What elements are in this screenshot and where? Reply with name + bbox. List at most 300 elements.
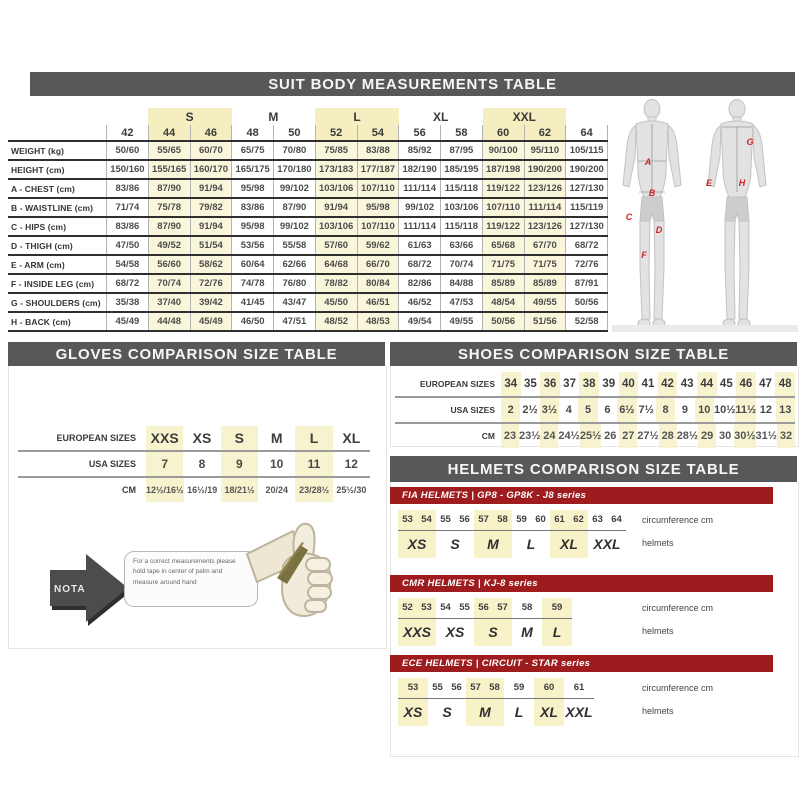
measurement-cell: 85/89 (524, 275, 566, 292)
measurement-cell: 35/38 (106, 294, 148, 311)
fia-helmets-table (398, 510, 797, 558)
gloves-row (18, 426, 370, 452)
measurement-row (8, 197, 608, 216)
measurement-cell: 95/98 (231, 218, 273, 235)
comparison-row-label: CM (481, 431, 495, 441)
measurement-cell: 83/86 (231, 199, 273, 216)
measurement-cell: 65/75 (231, 142, 273, 159)
measurement-row (8, 140, 608, 159)
size-value-cell: 32 (777, 424, 795, 448)
circumference-values (474, 510, 512, 531)
size-value-cell: 45 (719, 378, 733, 390)
helmet-size-label: XXL (565, 704, 593, 720)
helmet-size-groups (398, 598, 797, 646)
measurement-cell: 87/95 (440, 142, 482, 159)
circumference-values (534, 678, 564, 699)
measurement-cell: 59/62 (357, 237, 399, 254)
measurement-cell: 49/54 (398, 313, 440, 330)
size-value-cell: S (221, 426, 258, 450)
circumference-value: 57 (470, 682, 481, 693)
measurement-cell: 50/60 (106, 142, 148, 159)
circumference-values (474, 598, 512, 619)
gloves-table-title: GLOVES COMPARISON SIZE TABLE (8, 342, 385, 366)
measurement-cell: 160/170 (190, 161, 232, 178)
size-group-label: M (268, 109, 279, 124)
circumference-value: 56 (478, 602, 489, 613)
measurement-row (8, 216, 608, 235)
helmet-size-label: S (442, 704, 452, 720)
suit-corner-cell (8, 125, 106, 140)
ece-helmets-table (398, 678, 797, 726)
measurement-cell: 61/63 (398, 237, 440, 254)
measurement-cell: 71/74 (106, 199, 148, 216)
measurement-cell: 46/52 (398, 294, 440, 311)
size-value-cell: 12½/16½ (146, 478, 184, 502)
size-value-cell: 37 (563, 378, 576, 390)
size-header: 52 (315, 125, 357, 140)
measurement-cell: 85/89 (482, 275, 524, 292)
size-value-cell: 24½ (558, 430, 580, 442)
helmet-size-label: S (450, 536, 460, 552)
size-value-cell: 9 (221, 452, 258, 476)
helmet-size-label: XXL (593, 536, 621, 552)
circumference-value: 59 (513, 682, 525, 693)
helmets-column-label: helmets (642, 538, 674, 548)
measurement-cell: 105/115 (565, 142, 608, 159)
size-value-cell: 8 (656, 398, 675, 422)
measurement-cell: 107/110 (357, 180, 399, 197)
measurement-cell: 185/195 (440, 161, 482, 178)
measurement-cell: 57/60 (315, 237, 357, 254)
measurement-cell: 56/60 (148, 256, 190, 273)
size-group-label: L (315, 108, 399, 125)
measurement-cell: 190/200 (524, 161, 566, 178)
circumference-column-label: circumference cm (642, 683, 714, 693)
measurement-cell: 46/50 (231, 313, 273, 330)
shoes-row (395, 424, 795, 448)
size-group-label (566, 108, 608, 125)
measurement-cell: 68/72 (106, 275, 148, 292)
size-header: 54 (357, 125, 399, 140)
circumference-value: 59 (551, 602, 563, 613)
circumference-value: 55 (440, 514, 451, 525)
measurement-cell: 50/56 (482, 313, 524, 330)
circumference-values (512, 510, 550, 531)
circumference-values (428, 678, 466, 699)
circumference-values (542, 598, 572, 619)
measurement-cell: 72/76 (190, 275, 232, 292)
measurement-row-label: D - THIGH (cm) (11, 240, 73, 251)
size-group-label: XXL (483, 108, 567, 125)
comparison-row-label: USA SIZES (450, 405, 495, 415)
size-value-cell: 5 (578, 398, 597, 422)
measurement-cell: 85/92 (398, 142, 440, 159)
measurement-cell: 87/91 (565, 275, 608, 292)
measurement-cell: 80/84 (357, 275, 399, 292)
helmets-column-label: helmets (642, 706, 674, 716)
circumference-value: 57 (497, 602, 508, 613)
measurement-cell: 103/106 (315, 218, 357, 235)
measurement-cell: 72/76 (565, 256, 608, 273)
measurement-cell: 39/42 (190, 294, 232, 311)
circumference-value: 55 (432, 682, 443, 693)
measurement-cell: 91/94 (190, 180, 232, 197)
helmet-size-label: XXS (402, 624, 431, 640)
size-value-cell: 38 (579, 372, 599, 396)
measurement-cell: 150/160 (106, 161, 148, 178)
measurement-cell: 75/85 (315, 142, 357, 159)
size-value-cell: 25½/30 (336, 485, 367, 495)
size-value-cell: 3½ (540, 398, 559, 422)
circumference-column-label: circumference cm (642, 603, 714, 613)
helmet-size-label: XS (445, 624, 465, 640)
measurement-cell: 70/74 (440, 256, 482, 273)
comparison-row-label: USA SIZES (88, 459, 136, 469)
measurement-row-label: H - BACK (cm) (11, 316, 71, 327)
measurement-note: For a correct measurements please hold tape in center of palm and measure around hand (124, 551, 258, 607)
size-value-cell: 46 (736, 372, 756, 396)
measurement-cell: 49/52 (148, 237, 190, 254)
size-value-cell: 20/24 (265, 485, 289, 495)
measurement-row-label: HEIGHT (cm) (11, 164, 65, 175)
size-value-cell: 29 (698, 424, 716, 448)
size-header: 58 (440, 125, 482, 140)
fia-helmets-header: FIA HELMETS | GP8 - GP8K - J8 series (390, 487, 773, 504)
measurement-cell: 64/68 (315, 256, 357, 273)
size-value-cell: L (295, 426, 332, 450)
measurement-row (8, 159, 608, 178)
figure-label-hips: C (625, 212, 633, 222)
size-value-cell: M (270, 430, 283, 446)
measurement-cell: 107/110 (482, 199, 524, 216)
shoes-comparison-table (395, 372, 795, 448)
size-value-cell: 25½ (580, 424, 601, 448)
circumference-value: 58 (497, 514, 508, 525)
circumference-values (588, 510, 626, 531)
size-header: 44 (148, 125, 190, 140)
size-value-cell: 30 (718, 430, 732, 442)
measurement-cell: 48/54 (482, 294, 524, 311)
size-value-cell: XXS (146, 426, 183, 450)
suit-table-title: SUIT BODY MEASUREMENTS TABLE (30, 72, 795, 96)
measurement-cell: 43/47 (273, 294, 315, 311)
measurement-row-label: C - HIPS (cm) (11, 221, 67, 232)
size-value-cell: 2½ (522, 404, 538, 416)
figure-label-arm: E (705, 178, 713, 188)
helmet-size-group (534, 678, 564, 726)
shoes-row (395, 398, 795, 424)
measurement-cell: 47/50 (106, 237, 148, 254)
size-value-cell: 6½ (617, 398, 636, 422)
measurement-cell: 66/70 (357, 256, 399, 273)
size-value-cell: 7½ (638, 404, 654, 416)
circumference-value: 56 (459, 514, 470, 525)
helmet-size-group (542, 598, 572, 646)
gloves-row (18, 452, 370, 478)
measurement-cell: 50/56 (565, 294, 608, 311)
figure-label-waist: B (648, 188, 656, 198)
helmet-size-group (398, 598, 436, 646)
size-header: 64 (565, 125, 608, 140)
size-header: 62 (524, 125, 566, 140)
measurement-cell: 62/66 (273, 256, 315, 273)
size-value-cell: 35 (523, 378, 537, 390)
measurement-cell: 68/72 (565, 237, 608, 254)
measurement-cell: 127/130 (565, 180, 608, 197)
circumference-value: 55 (459, 602, 470, 613)
size-value-cell: 28½ (676, 430, 699, 442)
helmet-size-label: S (488, 624, 498, 640)
circumference-value: 56 (451, 682, 462, 693)
helmet-size-group (474, 598, 512, 646)
measurement-cell: 83/88 (357, 142, 399, 159)
measurement-row-label: WEIGHT (kg) (11, 145, 65, 156)
measurement-cell: 51/54 (190, 237, 232, 254)
measurement-cell: 55/65 (148, 142, 190, 159)
measurement-cell: 70/74 (148, 275, 190, 292)
size-value-cell: 40 (619, 372, 639, 396)
size-value-cell: 44 (697, 372, 717, 396)
measurement-cell: 83/86 (106, 218, 148, 235)
size-value-cell: 4 (565, 404, 572, 416)
measurement-cell: 58/62 (190, 256, 232, 273)
size-group-label: S (148, 108, 232, 125)
figure-label-inside-leg: F (641, 250, 647, 260)
helmet-size-label: XL (540, 704, 558, 720)
measurement-cell: 99/102 (273, 218, 315, 235)
shoes-table-title: SHOES COMPARISON SIZE TABLE (390, 342, 797, 366)
shoes-row (395, 372, 795, 398)
measurement-cell: 48/52 (315, 313, 357, 330)
size-value-cell: 27 (619, 424, 637, 448)
helmet-size-label: L (514, 704, 524, 720)
size-group-label: XL (433, 109, 449, 124)
measurement-cell: 60/70 (190, 142, 232, 159)
helmet-column-labels (642, 510, 713, 557)
helmet-size-group (512, 598, 542, 646)
circumference-value: 64 (611, 514, 622, 525)
body-measurement-figures (612, 97, 798, 333)
helmet-size-label: L (552, 624, 562, 640)
measurement-cell: 90/100 (482, 142, 524, 159)
size-header: 46 (190, 125, 232, 140)
size-value-cell: XS (192, 430, 212, 446)
thumbs-up-glove-icon (243, 514, 339, 630)
measurement-cell: 115/118 (440, 218, 482, 235)
circumference-value: 63 (592, 514, 603, 525)
circumference-value: 53 (402, 514, 413, 525)
circumference-values (466, 678, 504, 699)
size-value-cell: 10 (695, 398, 714, 422)
circumference-value: 53 (407, 682, 419, 693)
size-value-cell: 23 (501, 424, 519, 448)
size-value-cell: 13 (776, 398, 795, 422)
size-value-cell: 47 (759, 378, 772, 390)
helmets-table-title: HELMETS COMPARISON SIZE TABLE (390, 456, 797, 482)
measurement-cell: 127/130 (565, 218, 608, 235)
measurement-cell: 170/180 (273, 161, 315, 178)
measurement-row-label: B - WAISTLINE (cm) (11, 202, 94, 213)
figure-label-back: H (738, 178, 746, 188)
measurement-cell: 41/45 (231, 294, 273, 311)
cmr-helmets-table (398, 598, 797, 646)
measurement-cell: 48/53 (357, 313, 399, 330)
circumference-value: 53 (421, 602, 432, 613)
measurement-cell: 103/106 (315, 180, 357, 197)
circumference-value: 61 (554, 514, 565, 525)
measurement-cell: 99/102 (398, 199, 440, 216)
measurement-cell: 84/88 (440, 275, 482, 292)
size-value-cell: 23/28½ (295, 478, 332, 502)
measurement-cell: 119/122 (482, 218, 524, 235)
measurement-cell: 123/126 (524, 218, 566, 235)
size-value-cell: 6 (604, 404, 611, 416)
measurement-cell: 103/106 (440, 199, 482, 216)
size-value-cell: 41 (641, 378, 655, 390)
measurement-cell: 177/187 (357, 161, 399, 178)
helmet-size-group (398, 678, 428, 726)
measurement-cell: 45/50 (315, 294, 357, 311)
circumference-value: 54 (440, 602, 451, 613)
helmet-size-group (466, 678, 504, 726)
circumference-value: 62 (573, 514, 584, 525)
helmet-size-group (504, 678, 534, 726)
measurement-cell: 63/66 (440, 237, 482, 254)
gloves-comparison-table (18, 426, 370, 502)
measurement-cell: 52/58 (565, 313, 608, 330)
size-header: 60 (482, 125, 524, 140)
circumference-value: 61 (573, 682, 585, 693)
circumference-values (398, 678, 428, 699)
size-value-cell: 9 (681, 404, 688, 416)
comparison-row-label: EUROPEAN SIZES (419, 379, 495, 389)
measurement-cell: 54/58 (106, 256, 148, 273)
size-value-cell: 48 (775, 372, 795, 396)
size-value-cell: 36 (540, 372, 560, 396)
size-header: 42 (106, 125, 148, 140)
measurement-cell: 111/114 (398, 218, 440, 235)
measurement-cell: 79/82 (190, 199, 232, 216)
measurement-cell: 83/86 (106, 180, 148, 197)
helmet-size-label: L (526, 536, 536, 552)
helmet-size-label: M (487, 536, 499, 552)
measurement-cell: 107/110 (357, 218, 399, 235)
measurement-cell: 95/98 (357, 199, 399, 216)
measurement-row-label: E - ARM (cm) (11, 259, 65, 270)
measurement-cell: 187/198 (482, 161, 524, 178)
size-value-cell: 12 (759, 404, 772, 416)
circumference-values (550, 510, 588, 531)
suit-corner-cell (8, 108, 106, 125)
cmr-helmets-header: CMR HELMETS | KJ-8 series (390, 575, 773, 592)
circumference-value: 54 (421, 514, 432, 525)
measurement-cell: 111/114 (524, 199, 566, 216)
measurement-cell: 70/80 (273, 142, 315, 159)
comparison-row-label: EUROPEAN SIZES (56, 433, 136, 443)
measurement-cell: 47/53 (440, 294, 482, 311)
helmet-size-groups (398, 678, 797, 726)
measurement-cell: 71/75 (482, 256, 524, 273)
size-value-cell: 43 (680, 378, 694, 390)
circumference-values (436, 510, 474, 531)
measurement-cell: 82/86 (398, 275, 440, 292)
helmet-column-labels (642, 598, 713, 645)
measurement-cell: 99/102 (273, 180, 315, 197)
measurement-row (8, 254, 608, 273)
circumference-values (398, 510, 436, 531)
helmet-size-group (564, 678, 594, 726)
measurement-cell: 91/94 (315, 199, 357, 216)
size-header: 56 (398, 125, 440, 140)
measurement-cell: 91/94 (190, 218, 232, 235)
measurement-cell: 45/49 (190, 313, 232, 330)
size-value-cell: XL (342, 430, 361, 446)
helmet-size-group (550, 510, 588, 558)
measurement-cell: 75/78 (148, 199, 190, 216)
measurement-row (8, 273, 608, 292)
helmet-size-group (588, 510, 626, 558)
measurement-cell: 95/98 (231, 180, 273, 197)
measurement-cell: 51/56 (524, 313, 566, 330)
suit-measurements-table (8, 108, 608, 332)
measurement-cell: 67/70 (524, 237, 566, 254)
measurement-cell: 49/55 (524, 294, 566, 311)
measurement-cell: 47/51 (273, 313, 315, 330)
size-value-cell: 23½ (519, 430, 541, 442)
measurement-cell: 111/114 (398, 180, 440, 197)
circumference-value: 60 (535, 514, 546, 525)
size-value-cell: 24 (540, 424, 558, 448)
helmet-size-group (398, 510, 436, 558)
measurement-cell: 53/56 (231, 237, 273, 254)
size-value-cell: 12 (344, 457, 358, 471)
size-value-cell: 16½/19 (187, 485, 218, 495)
measurement-cell: 87/90 (148, 218, 190, 235)
measurement-cell: 115/118 (440, 180, 482, 197)
measurement-cell: 119/122 (482, 180, 524, 197)
measurement-cell: 44/48 (148, 313, 190, 330)
size-value-cell: 34 (501, 372, 521, 396)
figure-label-chest: A (644, 157, 652, 167)
helmets-column-label: helmets (642, 626, 674, 636)
circumference-value: 52 (402, 602, 413, 613)
helmet-size-group (436, 510, 474, 558)
size-header: 50 (273, 125, 315, 140)
helmet-size-group (436, 598, 474, 646)
helmet-size-label: XS (403, 704, 423, 720)
measurement-cell: 55/58 (273, 237, 315, 254)
size-value-cell: 27½ (637, 430, 659, 442)
measurement-row-label: G - SHOULDERS (cm) (11, 297, 101, 308)
circumference-column-label: circumference cm (642, 515, 714, 525)
size-value-cell: 42 (658, 372, 678, 396)
helmet-size-groups (398, 510, 797, 558)
measurement-cell: 95/110 (524, 142, 566, 159)
circumference-values (564, 678, 594, 699)
measurement-row (8, 311, 608, 330)
measurement-cell: 165/175 (231, 161, 273, 178)
size-header: 48 (231, 125, 273, 140)
suit-size-row (8, 125, 608, 140)
measurement-row (8, 235, 608, 254)
size-value-cell: 10½ (713, 404, 736, 416)
measurement-cell: 46/51 (357, 294, 399, 311)
measurement-cell: 87/90 (148, 180, 190, 197)
circumference-value: 60 (543, 682, 555, 693)
size-value-cell: 28 (659, 424, 677, 448)
size-value-cell: 2 (501, 398, 520, 422)
helmet-size-label: XS (407, 536, 427, 552)
